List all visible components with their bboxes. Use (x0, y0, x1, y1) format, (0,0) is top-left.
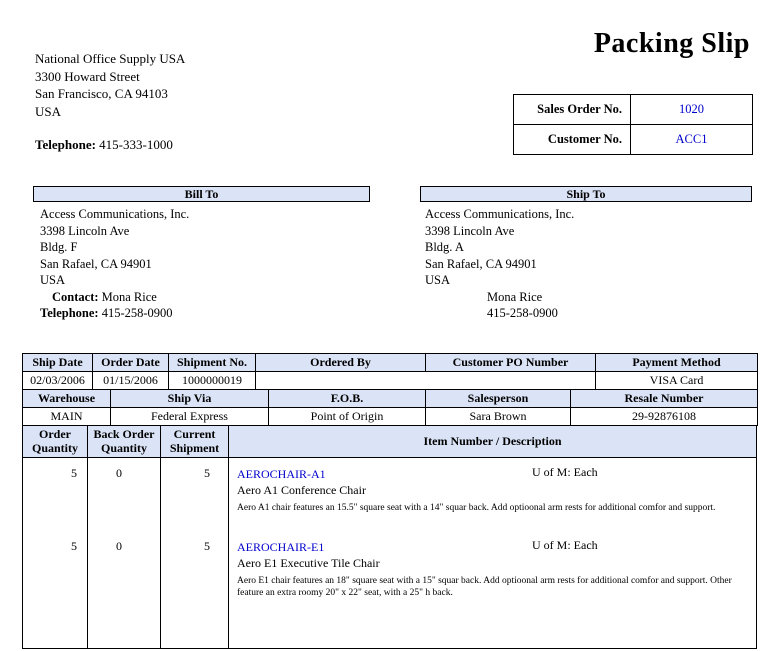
company-block (35, 50, 185, 154)
payment-method-value: VISA Card (596, 372, 758, 390)
bill-to-line: San Rafael, CA 94901 (40, 256, 152, 271)
ship-to-phone-value: 415-258-0900 (487, 306, 558, 320)
ship-to-contact-name: Mona Rice (487, 289, 543, 304)
customer-number-value[interactable]: ACC1 (631, 125, 753, 155)
salesperson-value: Sara Brown (426, 408, 571, 426)
ship-date-value: 02/03/2006 (23, 372, 93, 390)
filler-cell (161, 616, 229, 649)
fob-value: Point of Origin (269, 408, 426, 426)
resale-number-header: Resale Number (571, 390, 758, 408)
fob-header: F.O.B. (269, 390, 426, 408)
bill-to-line: Bldg. F (40, 240, 78, 254)
bill-to-phone-value: 415-258-0900 (101, 306, 173, 320)
sales-order-label: Sales Order No. (514, 95, 631, 125)
item-number-link[interactable]: AEROCHAIR-A1 (237, 467, 326, 481)
item-name: Aero E1 Executive Tile Chair (237, 555, 380, 570)
company-name: National Office Supply USA (35, 51, 186, 66)
item-number-link[interactable]: AEROCHAIR-E1 (237, 539, 325, 554)
item-current-shipment: 5 (161, 531, 229, 616)
back-order-quantity-header: Back Order Quantity (88, 426, 161, 457)
sales-order-value[interactable]: 1020 (631, 95, 753, 125)
ship-to-line: USA (425, 273, 451, 287)
current-shipment-header: Current Shipment (161, 426, 229, 457)
bill-to-address (40, 206, 189, 322)
line-items-body (22, 458, 757, 649)
page-title: Packing Slip (593, 28, 750, 59)
ship-via-header: Ship Via (111, 390, 269, 408)
company-address-line1: 3300 Howard Street (35, 68, 140, 84)
ordered-by-value (256, 372, 596, 390)
item-uofm-label: U of M: Each (532, 537, 598, 552)
ship-to-line: 3398 Lincoln Ave (425, 223, 515, 238)
item-current-shipment: 5 (161, 458, 229, 531)
filler-cell (23, 616, 88, 649)
shipment-value-row (23, 372, 758, 390)
item-order-quantity: 5 (23, 458, 88, 531)
bill-to-phone-label: Telephone: (40, 306, 99, 320)
filler-cell (229, 616, 756, 649)
customer-number-row (514, 125, 753, 155)
bill-to-phone-line (40, 305, 189, 322)
item-name: Aero A1 Conference Chair (237, 483, 366, 497)
item-long-description: Aero A1 chair features an 15.5" square seat with a 14" squar back. Add optioonal arm rests for additional comfor and support. (237, 503, 716, 513)
shipping-value-row (23, 408, 758, 426)
filler-cell (88, 616, 161, 649)
item-number-description-header: Item Number / Description (423, 433, 562, 448)
order-quantity-header: Order Quantity (23, 426, 88, 457)
order-info-box (513, 94, 753, 155)
shipment-no-value: 1000000019 (169, 372, 256, 390)
order-details-area (22, 353, 757, 649)
company-phone-value: 415-333-1000 (99, 137, 173, 152)
item-number-line (237, 538, 746, 554)
resale-number-value: 29-92876108 (571, 408, 758, 426)
bill-to-header: Bill To (33, 186, 370, 202)
item-back-order-quantity: 0 (88, 531, 161, 616)
ship-to-line: Access Communications, Inc. (425, 207, 575, 221)
salesperson-header: Salesperson (426, 390, 571, 408)
bill-to-contact-line (52, 289, 189, 306)
shipping-header-row (23, 390, 758, 408)
shipping-info-table (22, 389, 758, 426)
company-phone-line (35, 136, 185, 154)
bill-to-line: USA (40, 273, 66, 287)
company-address-line2: San Francisco, CA 94103 (35, 86, 168, 101)
ship-to-address (425, 206, 574, 322)
customer-po-header: Customer PO Number (426, 354, 596, 372)
warehouse-header: Warehouse (23, 390, 111, 408)
customer-number-label: Customer No. (514, 125, 631, 155)
shipment-info-table (22, 353, 758, 390)
item-description-cell (229, 458, 756, 531)
item-order-quantity: 5 (23, 531, 88, 616)
ordered-by-header: Ordered By (256, 354, 426, 372)
sales-order-row (514, 95, 753, 125)
order-date-value: 01/15/2006 (93, 372, 169, 390)
shipment-header-row (23, 354, 758, 372)
item-number-line (237, 465, 746, 481)
item-description-cell (229, 531, 756, 616)
ship-to-header: Ship To (420, 186, 752, 202)
bill-to-line: 3398 Lincoln Ave (40, 223, 130, 238)
bill-to-contact-label: Contact: (52, 289, 99, 304)
bill-to-line: Access Communications, Inc. (40, 207, 190, 221)
company-address-line3: USA (35, 103, 62, 119)
ship-to-line: San Rafael, CA 94901 (425, 256, 537, 271)
line-items-header-row (22, 425, 757, 458)
item-long-description: Aero E1 chair features an 18" square seat with a 15" squar back. Add optioonal arm rests for additional comfor and support. Other feature an extra roomy 20" x 22" seat, with a 25" h back. (237, 575, 732, 598)
item-back-order-quantity: 0 (88, 458, 161, 531)
ship-date-header: Ship Date (23, 354, 93, 372)
shipment-no-header: Shipment No. (169, 354, 256, 372)
warehouse-value: MAIN (23, 408, 111, 426)
company-phone-label: Telephone: (35, 137, 96, 152)
order-date-header: Order Date (93, 354, 169, 372)
payment-method-header: Payment Method (596, 354, 758, 372)
bill-to-contact-name: Mona Rice (101, 289, 157, 304)
item-uofm-label: U of M: Each (532, 465, 598, 479)
ship-to-line: Bldg. A (425, 240, 464, 254)
ship-via-value: Federal Express (111, 408, 269, 426)
